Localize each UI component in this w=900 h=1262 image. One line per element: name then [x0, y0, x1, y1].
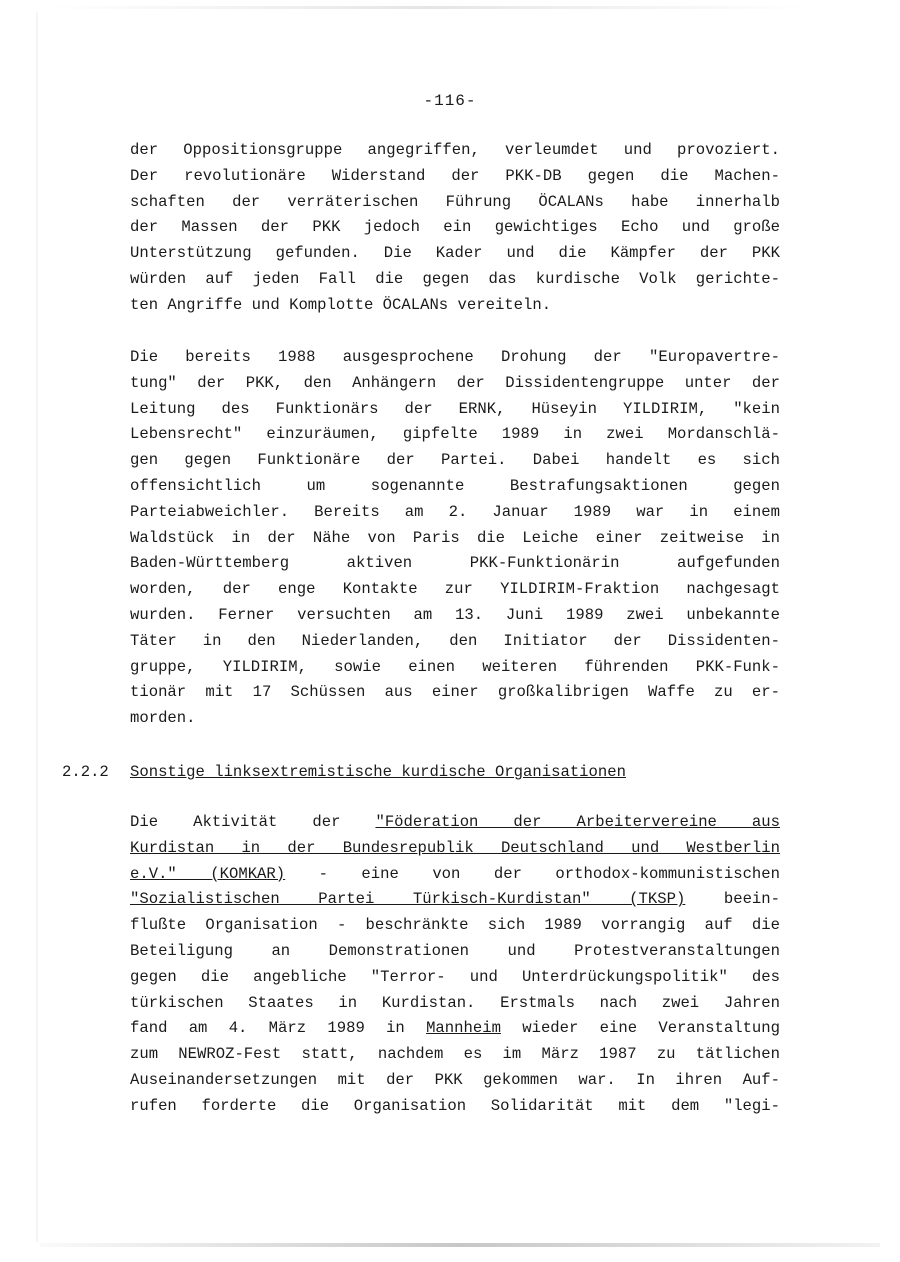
section-number: 2.2.2	[62, 763, 109, 781]
text-line	[130, 887, 780, 913]
text-line: gen gegen Funktionäre der Partei. Dabei handelt es sich	[130, 451, 780, 470]
text-line: Leitung des Funktionärs der ERNK, Hüseyin YILDIRIM, "kein	[130, 399, 780, 418]
page-edge-left	[36, 12, 38, 1242]
text-line: Waldstück in der Nähe von Paris die Leiche einer zeitweise in	[130, 528, 780, 547]
text-line: der Massen der PKK jedoch ein gewichtiges Echo und große	[130, 218, 780, 237]
organisation-name-link: Kurdistan in der Bundesrepublik Deutschland und Westberlin	[130, 838, 780, 857]
text-span: fand am 4. März 1989 in	[130, 1019, 427, 1038]
text-line: Täter in den Niederlanden, den Initiator der Dissidenten-	[130, 631, 780, 650]
text-span: Die Aktivität der	[130, 813, 376, 831]
text-line: worden, der enge Kontakte zur YILDIRIM-Fraktion nachgesagt	[130, 580, 780, 599]
text-line: Baden-Württemberg aktiven PKK-Funktionärin aufgefunden	[130, 554, 780, 573]
text-line: der Oppositionsgruppe angegriffen, verleumdet und provoziert.	[130, 141, 780, 159]
text-line	[130, 810, 780, 836]
text-line: morden.	[130, 709, 196, 728]
section-heading	[62, 760, 626, 786]
paragraph-1	[130, 138, 780, 319]
text-line: Lebensrecht" einzuräumen, gipfelte 1989 in zwei Mordanschlä-	[130, 425, 780, 444]
text-line: gegen die angebliche "Terror- und Unterdrückungspolitik" des	[130, 967, 780, 986]
paragraph-3	[130, 810, 780, 1120]
text-line: schaften der verräterischen Führung ÖCALANs habe innerhalb	[130, 192, 780, 211]
organisation-name-link: e.V." (KOMKAR)	[130, 864, 286, 883]
organisation-name-link: "Föderation der Arbeitervereine aus	[375, 813, 781, 831]
text-line: wurden. Ferner versuchten am 13. Juni 1989 zwei unbekannte	[130, 605, 780, 624]
text-line: Die bereits 1988 ausgesprochene Drohung der "Europavertre-	[130, 348, 780, 366]
page-number: -116-	[423, 92, 477, 110]
text-line: offensichtlich um sogenannte Bestrafungsaktionen gegen	[130, 476, 780, 495]
place-name-link: Mannheim	[426, 1019, 501, 1038]
organisation-name-link: "Sozialistischen Partei Türkisch-Kurdistan" (TKSP)	[130, 890, 686, 909]
text-span: - eine von der orthodox-kommunistischen	[285, 864, 780, 883]
text-line: ten Angriffe und Komplotte ÖCALANs vereiteln.	[130, 295, 552, 314]
text-line: Auseinandersetzungen mit der PKK gekommen war. In ihren Auf-	[130, 1070, 780, 1089]
text-span: wieder eine Veranstaltung	[500, 1019, 780, 1038]
text-line	[130, 1016, 780, 1042]
section-title: Sonstige linksextremistische kurdische Organisationen	[130, 763, 626, 781]
text-line: tionär mit 17 Schüssen aus einer großkalibrigen Waffe zu er-	[130, 683, 780, 702]
paragraph-2	[130, 345, 780, 732]
text-span: beein-	[685, 890, 780, 909]
text-line: Parteiabweichler. Bereits am 2. Januar 1989 war in einem	[130, 502, 780, 521]
text-line: flußte Organisation - beschränkte sich 1989 vorrangig auf die	[130, 916, 780, 935]
text-line: Beteiligung an Demonstrationen und Protestveranstaltungen	[130, 941, 780, 960]
text-line: würden auf jeden Fall die gegen das kurdische Volk gerichte-	[130, 269, 780, 288]
text-line: türkischen Staates in Kurdistan. Erstmals nach zwei Jahren	[130, 993, 780, 1012]
page-edge-bottom	[40, 1243, 880, 1247]
text-line	[130, 862, 780, 888]
text-line: zum NEWROZ-Fest statt, nachdem es im März 1987 zu tätlichen	[130, 1045, 780, 1064]
page-edge-top	[48, 6, 808, 9]
text-line: Unterstützung gefunden. Die Kader und die Kämpfer der PKK	[130, 244, 780, 263]
text-line: rufen forderte die Organisation Solidarität mit dem "legi-	[130, 1096, 780, 1115]
text-line: tung" der PKK, den Anhängern der Dissidentengruppe unter der	[130, 373, 780, 392]
text-line	[130, 836, 780, 862]
text-line: gruppe, YILDIRIM, sowie einen weiteren führenden PKK-Funk-	[130, 657, 780, 676]
text-line: Der revolutionäre Widerstand der PKK-DB gegen die Machen-	[130, 166, 780, 185]
